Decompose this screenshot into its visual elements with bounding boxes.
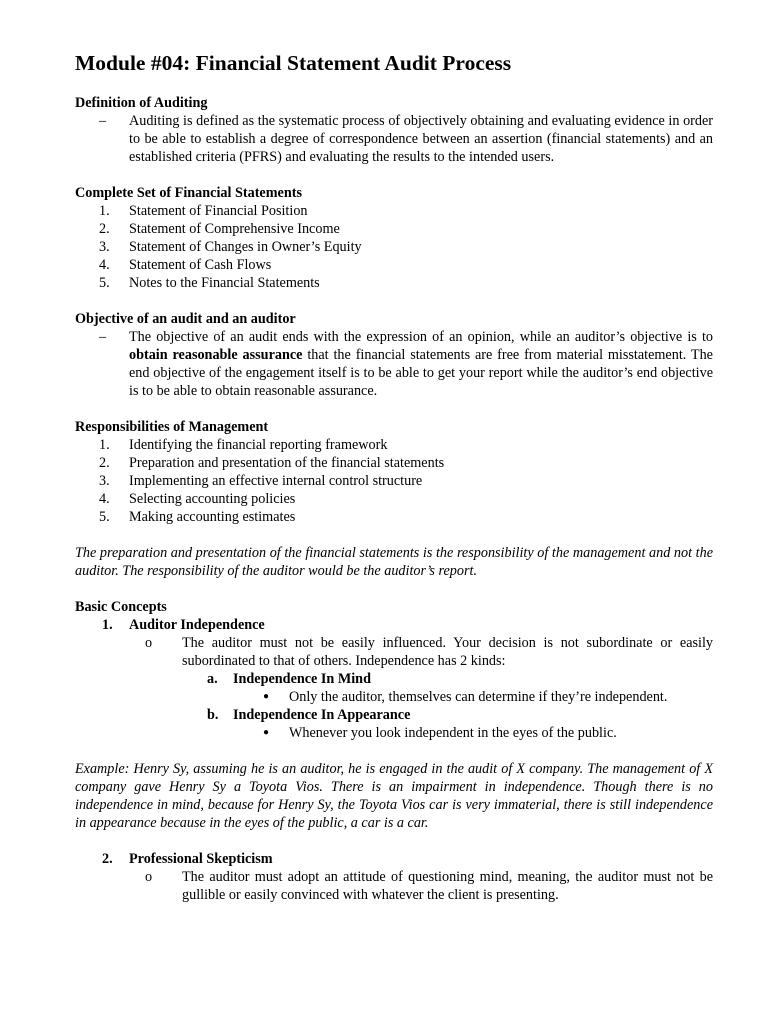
objective-heading: Objective of an audit and an auditor <box>75 311 296 327</box>
circle-bullet-icon: o <box>145 869 153 885</box>
list-number: 4. <box>99 257 110 273</box>
responsibilities-section <box>75 418 713 526</box>
dash-marker: – <box>99 113 107 129</box>
concept-text: The auditor must adopt an attitude of questioning mind, meaning, the auditor must not be gullible or easily convinced with whatever the client is presenting. <box>182 869 713 903</box>
dash-marker: – <box>99 329 107 345</box>
list-number: 1. <box>99 203 110 219</box>
page-title: Module #04: Financial Statement Audit Process <box>75 51 512 75</box>
list-number: 5. <box>99 275 110 291</box>
list-text: Making accounting estimates <box>129 509 296 525</box>
circle-bullet-icon: o <box>145 635 153 651</box>
sub-title: Independence In Appearance <box>233 707 411 723</box>
sub-marker: b. <box>207 707 219 723</box>
list-text: Statement of Changes in Owner’s Equity <box>129 239 362 255</box>
list-text: Statement of Financial Position <box>129 203 308 219</box>
objective-text <box>129 328 713 400</box>
objective-text-bold: obtain reasonable assurance <box>129 347 303 363</box>
independence-in-appearance-detail <box>75 724 713 742</box>
list-number: 5. <box>99 509 110 525</box>
dot-bullet-icon: ● <box>263 727 270 738</box>
list-number: 2. <box>99 455 110 471</box>
list-number: 1. <box>99 437 110 453</box>
concept-professional-skepticism <box>75 850 713 868</box>
list-number: 2. <box>99 221 110 237</box>
responsibilities-list <box>75 436 713 526</box>
list-item <box>75 220 713 238</box>
concept-number: 2. <box>102 851 113 867</box>
definition-section <box>75 94 713 166</box>
objective-text-before: The objective of an audit ends with the expression of an opinion, while an auditor’s objective is to <box>129 329 713 345</box>
list-item <box>75 238 713 256</box>
sub-text: Whenever you look independent in the eyes of the public. <box>289 725 617 741</box>
independence-in-mind-detail <box>75 688 713 706</box>
list-number: 3. <box>99 239 110 255</box>
sub-title: Independence In Mind <box>233 671 371 687</box>
list-item <box>75 274 713 292</box>
basic-concepts-heading: Basic Concepts <box>75 599 167 615</box>
concept-title: Professional Skepticism <box>129 851 273 867</box>
definition-text: Auditing is defined as the systematic process of objectively obtaining and evaluating evidence in order to be able to establish a degree of correspondence between an assertion (financial statements) and an established criteria (PFRS) and evaluating the results to the intended users. <box>129 113 713 165</box>
definition-item <box>75 112 713 166</box>
list-text: Identifying the financial reporting framework <box>129 437 388 453</box>
objective-item <box>75 328 713 400</box>
concept-detail <box>75 634 713 670</box>
complete-set-list <box>75 202 713 292</box>
list-item <box>75 490 713 508</box>
list-item <box>75 202 713 220</box>
concept-auditor-independence <box>75 616 713 634</box>
dot-bullet-icon: ● <box>263 691 270 702</box>
complete-set-heading: Complete Set of Financial Statements <box>75 185 302 201</box>
independence-in-mind <box>75 670 713 688</box>
list-text: Statement of Comprehensive Income <box>129 221 340 237</box>
objective-section <box>75 310 713 400</box>
list-text: Selecting accounting policies <box>129 491 296 507</box>
concept-title: Auditor Independence <box>129 617 265 633</box>
responsibilities-heading: Responsibilities of Management <box>75 419 269 435</box>
basic-concepts-section <box>75 598 713 742</box>
list-item <box>75 472 713 490</box>
example-paragraph: Example: Henry Sy, assuming he is an auditor, he is engaged in the audit of X company. The management of X company gave Henry Sy a Toyota Vios. There is an impairment in independence. Though there is no independence in mind, because for Henry Sy, the Toyota Vios car is very immaterial, there is still independence in appearance because in the eyes of the public, a car is a car. <box>75 761 713 831</box>
definition-heading: Definition of Auditing <box>75 95 208 111</box>
concept-detail <box>75 868 713 904</box>
document-page <box>75 48 713 904</box>
list-item <box>75 436 713 454</box>
list-text: Statement of Cash Flows <box>129 257 272 273</box>
list-number: 3. <box>99 473 110 489</box>
list-text: Notes to the Financial Statements <box>129 275 320 291</box>
sub-marker: a. <box>207 671 218 687</box>
list-number: 4. <box>99 491 110 507</box>
list-item <box>75 508 713 526</box>
list-text: Preparation and presentation of the financial statements <box>129 455 445 471</box>
concept-professional-skepticism-section <box>75 850 713 904</box>
objective-text-after: that the financial statements are free from material misstatement. The end objective of the engagement itself is to be able to get your report while the auditor’s end objective is to be able to obtain reasonable assurance. <box>129 347 713 399</box>
concept-number: 1. <box>102 617 113 633</box>
responsibility-note: The preparation and presentation of the financial statements is the responsibility of the management and not the auditor. The responsibility of the auditor would be the auditor’s report. <box>75 545 713 579</box>
concept-text: The auditor must not be easily influenced. Your decision is not subordinate or easily subordinated to that of others. Independence has 2 kinds: <box>182 635 713 669</box>
list-text: Implementing an effective internal control structure <box>129 473 423 489</box>
list-item <box>75 454 713 472</box>
list-item <box>75 256 713 274</box>
independence-in-appearance <box>75 706 713 724</box>
sub-text: Only the auditor, themselves can determine if they’re independent. <box>289 689 668 705</box>
complete-set-section <box>75 184 713 292</box>
